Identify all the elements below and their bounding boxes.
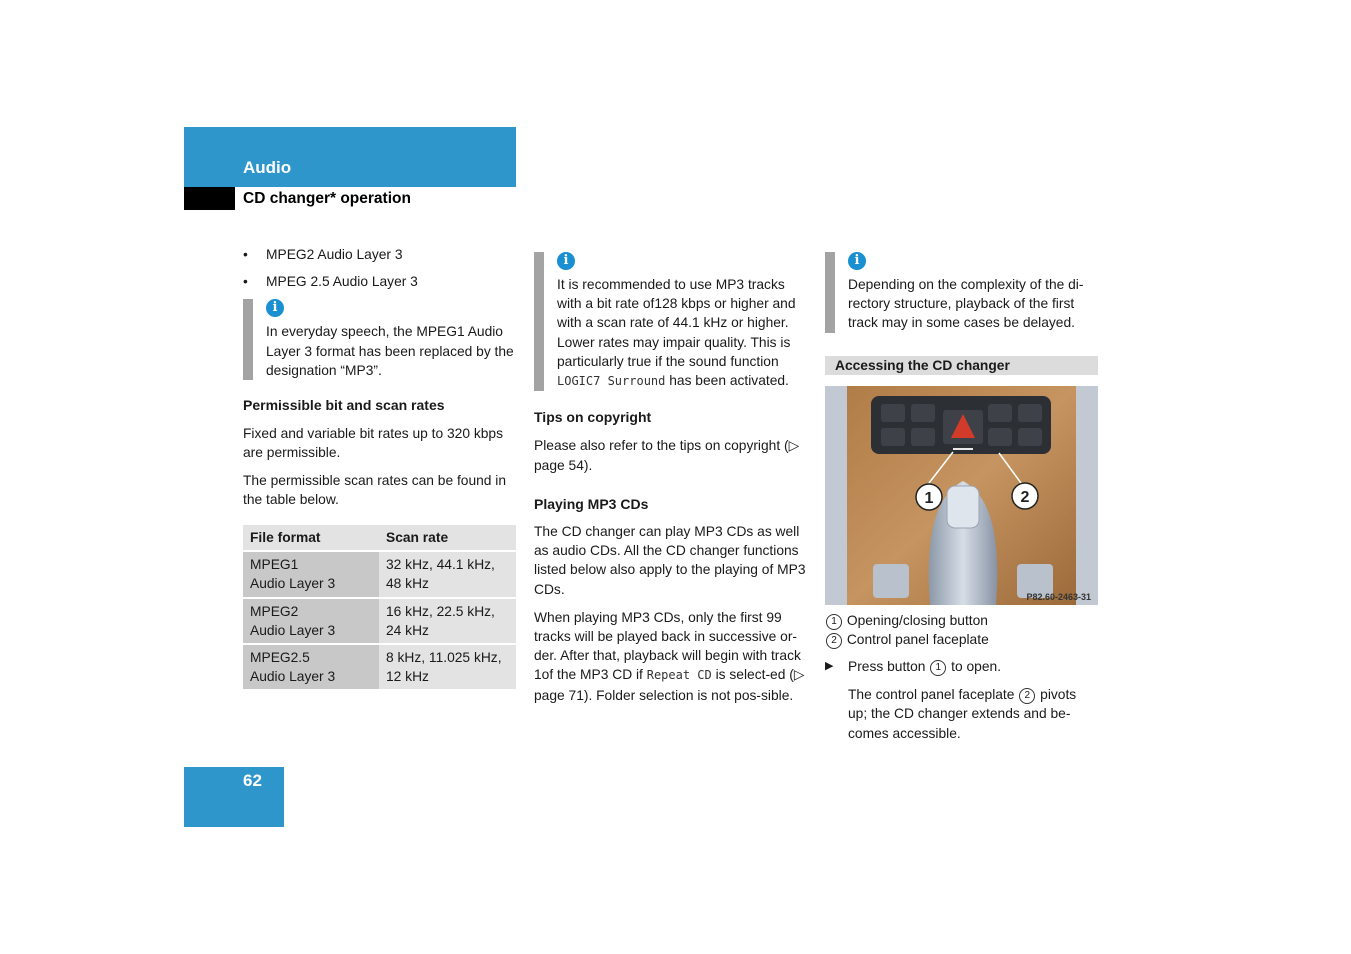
info-note xyxy=(243,299,516,380)
cd-changer-photo xyxy=(825,386,1098,605)
page-number-box xyxy=(184,767,284,827)
header-tab xyxy=(184,187,235,210)
paragraph: When playing MP3 CDs, only the first 99 tracks will be played back in successive or-der. After that, playback will begin with track 1of the MP3 CD if Repeat CD is select-ed (▷ page 71). Folder selection is not pos-sible. xyxy=(534,609,805,703)
bullet-icon: • xyxy=(243,274,248,290)
paragraph: Please also refer to the tips on copyright (▷ page 54). xyxy=(534,438,800,473)
list-item xyxy=(243,272,516,291)
paragraph: The permissible scan rates can be found in the table below. xyxy=(243,472,507,507)
note-text: It is recommended to use MP3 tracks with a bit rate of128 kbps or higher and with a scan rate of 44.1 kHz or higher. Lower rates may impair quality. This is particularly true if the sound function LOGIC7 Surround has been activated. xyxy=(557,277,796,389)
note-bar xyxy=(825,252,835,333)
scan-rate-table xyxy=(243,523,516,691)
function-name: LOGIC7 Surround xyxy=(557,374,666,389)
table-row xyxy=(243,645,516,689)
legend-item: 2 Control panel faceplate xyxy=(825,630,1098,649)
section-heading: Tips on copyright xyxy=(534,409,652,426)
section-heading: Playing MP3 CDs xyxy=(534,495,649,512)
paragraph: The CD changer can play MP3 CDs as well as audio CDs. All the CD changer functions listed below also apply to the playing of MP3 CDs. xyxy=(534,524,806,597)
table-cell: 8 kHz, 11.025 kHz, 12 kHz xyxy=(379,645,516,689)
table-cell: 32 kHz, 44.1 kHz, 48 kHz xyxy=(379,552,516,596)
image-code: P82.60-2463-31 xyxy=(1026,591,1091,602)
callout-number: 2 xyxy=(1019,688,1035,704)
callout-number: 2 xyxy=(826,633,842,649)
table-row xyxy=(243,599,516,643)
callout-label: 2 xyxy=(1020,488,1030,506)
legend-item: 1 Opening/closing button xyxy=(825,611,1098,630)
section-heading: Accessing the CD changer xyxy=(825,356,1098,375)
function-name: Repeat CD xyxy=(646,668,712,683)
table-cell: MPEG2 Audio Layer 3 xyxy=(243,599,379,643)
instruction-result: The control panel faceplate 2 pivots up; the CD changer extends and be-comes accessible. xyxy=(848,687,1077,741)
callout-label: 1 xyxy=(924,489,934,507)
cd-changer-illustration xyxy=(825,386,1098,605)
info-icon: i xyxy=(266,299,284,317)
list-item-label: MPEG 2.5 Audio Layer 3 xyxy=(266,274,418,290)
table-cell: MPEG1 Audio Layer 3 xyxy=(243,552,379,596)
callout-number: 1 xyxy=(930,660,946,676)
page-subtitle: CD changer* operation xyxy=(243,190,411,207)
column-header: File format xyxy=(243,525,379,550)
instruction-step: ▶ Press button 1 to open. xyxy=(825,657,1098,676)
section-heading: Permissible bit and scan rates xyxy=(243,397,445,414)
note-bar xyxy=(243,299,253,380)
list-item-label: MPEG2 Audio Layer 3 xyxy=(266,247,403,262)
info-icon: i xyxy=(557,252,575,270)
table-cell: 16 kHz, 22.5 kHz, 24 kHz xyxy=(379,599,516,643)
info-note xyxy=(825,252,1098,333)
header-band xyxy=(184,127,516,187)
arrow-icon: ▶ xyxy=(825,660,834,673)
column-3 xyxy=(825,252,1098,743)
column-header: Scan rate xyxy=(379,525,516,550)
page-number: 62 xyxy=(243,771,262,790)
note-bar xyxy=(534,252,544,391)
column-2 xyxy=(534,252,808,705)
section-title: Audio xyxy=(243,158,292,177)
info-icon: i xyxy=(848,252,866,270)
table-header-row xyxy=(243,525,516,550)
note-text: Depending on the complexity of the di-rectory structure, playback of the first track may in some cases be delayed. xyxy=(848,277,1084,331)
list-item xyxy=(243,245,516,264)
info-note xyxy=(534,252,808,391)
paragraph: Fixed and variable bit rates up to 320 kbps are permissible. xyxy=(243,426,503,461)
note-text: In everyday speech, the MPEG1 Audio Layer 3 format has been replaced by the designation “MP3”. xyxy=(266,324,514,378)
callout-number: 1 xyxy=(826,614,842,630)
bullet-icon: • xyxy=(243,247,248,262)
table-cell: MPEG2.5 Audio Layer 3 xyxy=(243,645,379,689)
column-1 xyxy=(243,245,516,691)
table-row xyxy=(243,552,516,596)
